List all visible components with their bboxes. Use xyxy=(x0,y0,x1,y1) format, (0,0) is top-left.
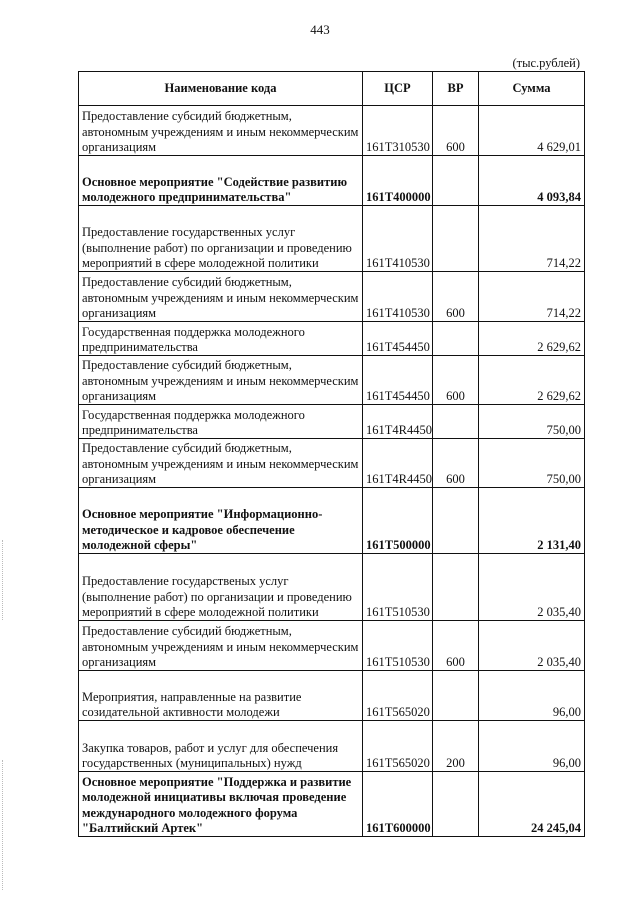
row-name: Предоставление субсидий бюджетным, автономным учреждениям и иным некоммерческим организациям xyxy=(79,439,363,488)
row-sum: 750,00 xyxy=(479,405,585,439)
row-name: Государственная поддержка молодежного предпринимательства xyxy=(79,405,363,439)
table-row xyxy=(79,554,585,621)
row-name: Государственная поддержка молодежного предпринимательства xyxy=(79,322,363,356)
row-sum: 714,22 xyxy=(479,272,585,322)
row-name: Закупка товаров, работ и услуг для обеспечения государственных (муниципальных) нужд xyxy=(79,721,363,772)
row-sum: 2 629,62 xyxy=(479,356,585,405)
row-vr xyxy=(433,554,479,621)
row-csr: 161Т510530 xyxy=(363,621,433,671)
row-sum: 2 131,40 xyxy=(479,488,585,554)
row-sum: 96,00 xyxy=(479,721,585,772)
row-sum: 4 629,01 xyxy=(479,106,585,156)
table-row xyxy=(79,721,585,772)
row-csr: 161Т454450 xyxy=(363,322,433,356)
row-csr: 161Т310530 xyxy=(363,106,433,156)
row-name: Основное мероприятие "Содействие развитию молодежного предпринимательства" xyxy=(79,156,363,206)
page-number: 443 xyxy=(310,22,330,37)
row-csr: 161Т565020 xyxy=(363,671,433,721)
table-row xyxy=(79,772,585,837)
row-vr xyxy=(433,206,479,272)
row-sum: 2 035,40 xyxy=(479,554,585,621)
row-csr: 161Т565020 xyxy=(363,721,433,772)
row-vr: 200 xyxy=(433,721,479,772)
row-vr: 600 xyxy=(433,621,479,671)
row-name: Основное мероприятие "Информационно-методическое и кадровое обеспечение молодежной сферы" xyxy=(79,488,363,554)
table-row xyxy=(79,156,585,206)
row-csr: 161Т410530 xyxy=(363,206,433,272)
row-sum: 2 035,40 xyxy=(479,621,585,671)
row-sum: 2 629,62 xyxy=(479,322,585,356)
table-row xyxy=(79,671,585,721)
header-vr: ВР xyxy=(433,72,479,106)
row-vr: 600 xyxy=(433,439,479,488)
row-csr: 161Т600000 xyxy=(363,772,433,837)
row-sum: 750,00 xyxy=(479,439,585,488)
row-csr: 161Т400000 xyxy=(363,156,433,206)
row-csr: 161Т454450 xyxy=(363,356,433,405)
units-label: (тыс.рублей) xyxy=(512,56,580,70)
budget-table xyxy=(78,71,585,837)
row-csr: 161Т4R4450 xyxy=(363,439,433,488)
row-name: Мероприятия, направленные на развитие созидательной активности молодежи xyxy=(79,671,363,721)
row-vr xyxy=(433,772,479,837)
scan-edge-mark xyxy=(2,540,5,620)
row-name: Предоставление субсидий бюджетным, автономным учреждениям и иным некоммерческим организациям xyxy=(79,272,363,322)
table-header-row xyxy=(79,72,585,106)
row-csr: 161Т510530 xyxy=(363,554,433,621)
row-vr: 600 xyxy=(433,272,479,322)
row-sum: 714,22 xyxy=(479,206,585,272)
table-row xyxy=(79,488,585,554)
row-name: Предоставление субсидий бюджетным, автономным учреждениям и иным некоммерческим организациям xyxy=(79,106,363,156)
row-vr xyxy=(433,322,479,356)
table-row xyxy=(79,405,585,439)
row-vr xyxy=(433,405,479,439)
table-row xyxy=(79,322,585,356)
table-row xyxy=(79,272,585,322)
row-name: Предоставление субсидий бюджетным, автономным учреждениям и иным некоммерческим организациям xyxy=(79,621,363,671)
row-name: Предоставление государственных услуг (выполнение работ) по организации и проведению мероприятий в сфере молодежной политики xyxy=(79,206,363,272)
row-name: Предоставление государственых услуг (выполнение работ) по организации и проведению мероприятий в сфере молодежной политики xyxy=(79,554,363,621)
row-vr xyxy=(433,488,479,554)
table-row xyxy=(79,621,585,671)
row-csr: 161Т4R4450 xyxy=(363,405,433,439)
row-name: Предоставление субсидий бюджетным, автономным учреждениям и иным некоммерческим организациям xyxy=(79,356,363,405)
row-sum: 4 093,84 xyxy=(479,156,585,206)
header-sum: Сумма xyxy=(479,72,585,106)
row-vr xyxy=(433,671,479,721)
header-name: Наименование кода xyxy=(79,72,363,106)
table-row xyxy=(79,206,585,272)
header-csr: ЦСР xyxy=(363,72,433,106)
row-name: Основное мероприятие "Поддержка и развитие молодежной инициативы включая проведение международного молодежного форума "Балтийский Артек" xyxy=(79,772,363,837)
table-row xyxy=(79,439,585,488)
row-vr: 600 xyxy=(433,106,479,156)
scan-edge-mark xyxy=(2,760,5,890)
row-sum: 96,00 xyxy=(479,671,585,721)
row-csr: 161Т500000 xyxy=(363,488,433,554)
row-csr: 161Т410530 xyxy=(363,272,433,322)
table-row xyxy=(79,106,585,156)
row-vr: 600 xyxy=(433,356,479,405)
table-row xyxy=(79,356,585,405)
row-sum: 24 245,04 xyxy=(479,772,585,837)
row-vr xyxy=(433,156,479,206)
